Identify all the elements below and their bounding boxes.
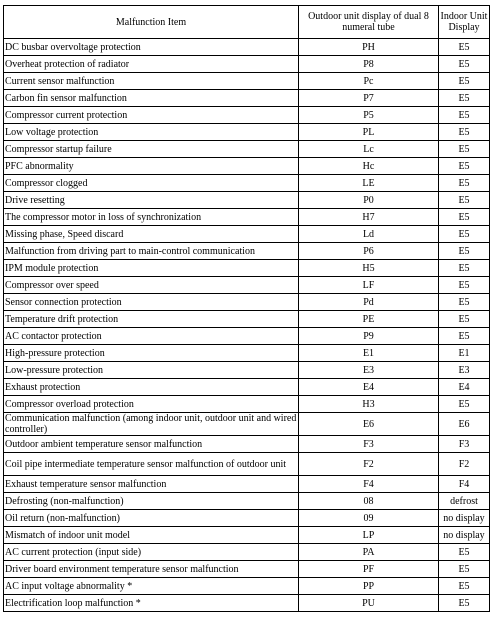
- indoor-code-cell: F2: [439, 453, 490, 476]
- table-row: [4, 56, 490, 73]
- table-row: [4, 453, 490, 476]
- table-row: [4, 311, 490, 328]
- table-row: [4, 595, 490, 612]
- malfunction-item-cell: DC busbar overvoltage protection: [4, 39, 299, 56]
- malfunction-item-cell: Temperature drift protection: [4, 311, 299, 328]
- indoor-code-cell: E5: [439, 39, 490, 56]
- outdoor-code-cell: Lc: [299, 141, 439, 158]
- outdoor-code-cell: E1: [299, 345, 439, 362]
- outdoor-code-cell: H5: [299, 260, 439, 277]
- malfunction-item-cell: Compressor overload protection: [4, 396, 299, 413]
- outdoor-code-cell: P8: [299, 56, 439, 73]
- indoor-code-cell: E5: [439, 209, 490, 226]
- indoor-code-cell: E5: [439, 192, 490, 209]
- malfunction-item-cell: AC contactor protection: [4, 328, 299, 345]
- indoor-code-cell: E3: [439, 362, 490, 379]
- indoor-code-cell: E5: [439, 73, 490, 90]
- indoor-code-cell: E5: [439, 544, 490, 561]
- malfunction-item-cell: Compressor over speed: [4, 277, 299, 294]
- indoor-code-cell: E1: [439, 345, 490, 362]
- table-row: [4, 141, 490, 158]
- table-row: [4, 578, 490, 595]
- table-row: [4, 124, 490, 141]
- header-row: [4, 6, 490, 39]
- indoor-code-cell: E5: [439, 578, 490, 595]
- indoor-code-cell: E5: [439, 226, 490, 243]
- malfunction-table: [3, 5, 490, 612]
- indoor-code-cell: E5: [439, 158, 490, 175]
- indoor-code-cell: E5: [439, 328, 490, 345]
- indoor-code-cell: E6: [439, 413, 490, 436]
- malfunction-item-cell: High-pressure protection: [4, 345, 299, 362]
- malfunction-item-cell: Communication malfunction (among indoor unit, outdoor unit and wired controller): [4, 413, 299, 436]
- table-row: [4, 493, 490, 510]
- outdoor-code-cell: E4: [299, 379, 439, 396]
- malfunction-item-cell: Electrification loop malfunction *: [4, 595, 299, 612]
- outdoor-code-cell: E6: [299, 413, 439, 436]
- malfunction-item-cell: IPM module protection: [4, 260, 299, 277]
- malfunction-item-cell: AC current protection (input side): [4, 544, 299, 561]
- outdoor-code-cell: Ld: [299, 226, 439, 243]
- malfunction-item-cell: Compressor current protection: [4, 107, 299, 124]
- outdoor-code-cell: P9: [299, 328, 439, 345]
- malfunction-item-cell: AC input voltage abnormality *: [4, 578, 299, 595]
- indoor-code-cell: F3: [439, 436, 490, 453]
- table-header: [4, 6, 490, 39]
- table-row: [4, 39, 490, 56]
- malfunction-item-cell: Low voltage protection: [4, 124, 299, 141]
- indoor-code-cell: no display: [439, 510, 490, 527]
- outdoor-code-cell: Pc: [299, 73, 439, 90]
- malfunction-item-cell: Carbon fin sensor malfunction: [4, 90, 299, 107]
- table-body: [4, 39, 490, 612]
- table-row: [4, 436, 490, 453]
- outdoor-code-cell: F3: [299, 436, 439, 453]
- outdoor-code-cell: E3: [299, 362, 439, 379]
- indoor-code-cell: E5: [439, 396, 490, 413]
- table-row: [4, 561, 490, 578]
- outdoor-code-cell: PF: [299, 561, 439, 578]
- indoor-code-cell: E4: [439, 379, 490, 396]
- table-row: [4, 476, 490, 493]
- outdoor-code-cell: P6: [299, 243, 439, 260]
- malfunction-item-cell: Mismatch of indoor unit model: [4, 527, 299, 544]
- malfunction-item-cell: Sensor connection protection: [4, 294, 299, 311]
- indoor-code-cell: E5: [439, 175, 490, 192]
- header-malfunction-item: Malfunction Item: [4, 6, 299, 39]
- malfunction-item-cell: Driver board environment temperature sensor malfunction: [4, 561, 299, 578]
- table-row: [4, 260, 490, 277]
- table-row: [4, 107, 490, 124]
- indoor-code-cell: E5: [439, 243, 490, 260]
- outdoor-code-cell: PL: [299, 124, 439, 141]
- outdoor-code-cell: PP: [299, 578, 439, 595]
- indoor-code-cell: E5: [439, 107, 490, 124]
- indoor-code-cell: E5: [439, 141, 490, 158]
- table-row: [4, 328, 490, 345]
- outdoor-code-cell: H7: [299, 209, 439, 226]
- indoor-code-cell: E5: [439, 595, 490, 612]
- indoor-code-cell: E5: [439, 260, 490, 277]
- outdoor-code-cell: 09: [299, 510, 439, 527]
- outdoor-code-cell: LE: [299, 175, 439, 192]
- outdoor-code-cell: Pd: [299, 294, 439, 311]
- table-row: [4, 294, 490, 311]
- outdoor-code-cell: PU: [299, 595, 439, 612]
- outdoor-code-cell: 08: [299, 493, 439, 510]
- malfunction-item-cell: Exhaust temperature sensor malfunction: [4, 476, 299, 493]
- outdoor-code-cell: LP: [299, 527, 439, 544]
- indoor-code-cell: no display: [439, 527, 490, 544]
- outdoor-code-cell: LF: [299, 277, 439, 294]
- malfunction-item-cell: Outdoor ambient temperature sensor malfunction: [4, 436, 299, 453]
- indoor-code-cell: F4: [439, 476, 490, 493]
- outdoor-code-cell: PA: [299, 544, 439, 561]
- malfunction-item-cell: Overheat protection of radiator: [4, 56, 299, 73]
- table-row: [4, 413, 490, 436]
- malfunction-item-cell: Compressor clogged: [4, 175, 299, 192]
- indoor-code-cell: E5: [439, 294, 490, 311]
- malfunction-item-cell: Current sensor malfunction: [4, 73, 299, 90]
- malfunction-item-cell: Drive resetting: [4, 192, 299, 209]
- outdoor-code-cell: PE: [299, 311, 439, 328]
- outdoor-code-cell: PH: [299, 39, 439, 56]
- table-row: [4, 277, 490, 294]
- outdoor-code-cell: P0: [299, 192, 439, 209]
- malfunction-item-cell: Exhaust protection: [4, 379, 299, 396]
- malfunction-item-cell: The compressor motor in loss of synchronization: [4, 209, 299, 226]
- table-row: [4, 510, 490, 527]
- table-row: [4, 345, 490, 362]
- table-row: [4, 73, 490, 90]
- malfunction-item-cell: Compressor startup failure: [4, 141, 299, 158]
- indoor-code-cell: defrost: [439, 493, 490, 510]
- malfunction-item-cell: PFC abnormality: [4, 158, 299, 175]
- malfunction-item-cell: Oil return (non-malfunction): [4, 510, 299, 527]
- table-row: [4, 158, 490, 175]
- table-row: [4, 527, 490, 544]
- indoor-code-cell: E5: [439, 56, 490, 73]
- outdoor-code-cell: P5: [299, 107, 439, 124]
- outdoor-code-cell: H3: [299, 396, 439, 413]
- malfunction-item-cell: Defrosting (non-malfunction): [4, 493, 299, 510]
- malfunction-item-cell: Missing phase, Speed discard: [4, 226, 299, 243]
- indoor-code-cell: E5: [439, 561, 490, 578]
- table-row: [4, 396, 490, 413]
- indoor-code-cell: E5: [439, 311, 490, 328]
- outdoor-code-cell: Hc: [299, 158, 439, 175]
- outdoor-code-cell: P7: [299, 90, 439, 107]
- table-row: [4, 243, 490, 260]
- outdoor-code-cell: F2: [299, 453, 439, 476]
- table-row: [4, 226, 490, 243]
- indoor-code-cell: E5: [439, 124, 490, 141]
- malfunction-item-cell: Malfunction from driving part to main-control communication: [4, 243, 299, 260]
- table-row: [4, 209, 490, 226]
- table-row: [4, 90, 490, 107]
- malfunction-item-cell: Coil pipe intermediate temperature sensor malfunction of outdoor unit: [4, 453, 299, 476]
- header-indoor-display: Indoor Unit Display: [439, 6, 490, 39]
- indoor-code-cell: E5: [439, 277, 490, 294]
- header-outdoor-display: Outdoor unit display of dual 8 numeral tube: [299, 6, 439, 39]
- table-row: [4, 192, 490, 209]
- table-row: [4, 544, 490, 561]
- outdoor-code-cell: F4: [299, 476, 439, 493]
- table-row: [4, 175, 490, 192]
- table-row: [4, 362, 490, 379]
- table-row: [4, 379, 490, 396]
- indoor-code-cell: E5: [439, 90, 490, 107]
- malfunction-item-cell: Low-pressure protection: [4, 362, 299, 379]
